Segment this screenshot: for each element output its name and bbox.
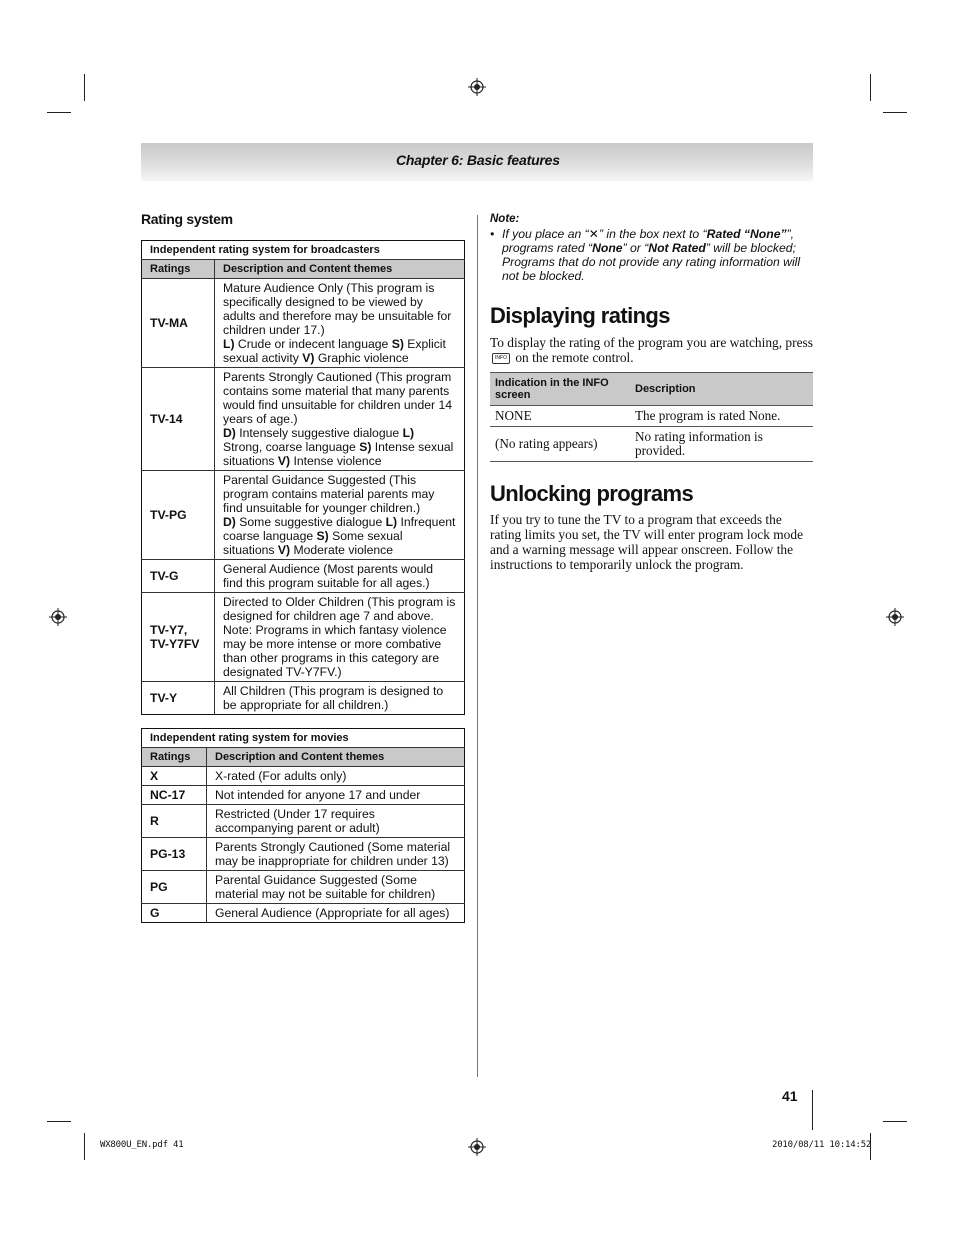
body-text: To display the rating of the program you are watching, press [490,335,813,350]
description-text: Intensely suggestive dialogue [235,426,403,440]
rating-code: TV-PG [142,471,215,560]
column-header-description: Description and Content themes [215,260,465,279]
content-theme-code: S) [316,529,329,543]
crop-mark [47,1121,71,1122]
rating-code: X [142,767,207,786]
rating-code: NC-17 [142,786,207,805]
crop-mark [883,1121,907,1122]
rating-code: TV-MA [142,279,215,368]
note-fragment: If you place an “ [502,227,589,241]
content-theme-code: V) [277,454,291,468]
column-header-description: Description and Content themes [207,748,465,767]
rating-description [215,471,465,560]
description-text: Strong, coarse language [223,440,360,454]
footer-timestamp: 2010/08/11 10:14:52 [772,1140,872,1150]
description-text: Parental Guidance Suggested (This program contains material parents may find unsuitable for younger children.) [223,473,435,515]
description-text: General Audience (Most parents would find this program suitable for all ages.) [223,562,434,590]
content-theme-code: D) [223,515,236,529]
info-button-icon: INFO [492,353,510,364]
table-row [142,593,465,682]
rating-description: Restricted (Under 17 requires accompanying parent or adult) [207,805,465,838]
heading-displaying-ratings: Displaying ratings [490,303,670,328]
rating-description [215,560,465,593]
note-body [490,227,815,283]
rating-description [215,368,465,471]
table-row [142,871,465,904]
column-header-ratings: Ratings [142,260,215,279]
table-row [142,805,465,838]
rating-code: TV-Y [142,682,215,715]
rating-description: X-rated (For adults only) [207,767,465,786]
description-text: Intense sexual situations [223,440,454,468]
note-fragment: ” in the box next to “ [598,227,707,241]
unlocking-programs-body: If you try to tune the TV to a program that exceeds the rating limits you set, the TV will enter program lock mode and a warning message will appear onscreen. Follow the instructions to temporarily unlock the program. [490,512,804,572]
registration-crosshair-icon [468,1138,486,1156]
rating-code: TV-14 [142,368,215,471]
note-fragment: ”, programs rated “ [502,227,795,255]
note-text [502,227,815,283]
rating-description [215,279,465,368]
table-row [142,767,465,786]
table-caption: Independent rating system for broadcasters [150,244,380,256]
rating-description: Parental Guidance Suggested (Some material may not be suitable for children) [207,871,465,904]
rating-description: Parents Strongly Cautioned (Some material may be inappropriate for children under 13) [207,838,465,871]
indication-cell: (No rating appears) [490,427,630,462]
description-text: Parents Strongly Cautioned (This program contains some material that many parents would find unsuitable for children under 14 years of age.) [223,370,453,426]
column-header-indication: Indication in the INFO screen [490,373,630,406]
description-text: Directed to Older Children (This program is designed for children age 7 and above. Note: Programs in which fantasy violence may be more intense or more combative than other programs in this category are designated TV-Y7FV.) [223,595,456,679]
crop-mark [84,1133,85,1160]
page-number: 41 [782,1088,798,1104]
description-text: Intense violence [290,454,382,468]
chapter-title: Chapter 6: Basic features [396,152,560,168]
description-text: Infrequent coarse language [223,515,456,543]
description-cell: The program is rated None. [630,406,813,427]
description-text: Graphic violence [314,351,409,365]
column-divider [477,215,478,1077]
note-emphasis: Rated “None” [706,227,787,241]
table-caption: Independent rating system for movies [150,732,349,744]
body-text: on the remote control. [515,350,634,365]
description-cell: No rating information is provided. [630,427,813,462]
table-row [142,279,465,368]
content-theme-code: L) [402,426,415,440]
rating-code: TV-Y7, TV-Y7FV [142,593,215,682]
table-row [142,838,465,871]
table-row [142,368,465,471]
table-row [142,786,465,805]
table-row [490,406,813,427]
rating-description: Not intended for anyone 17 and under [207,786,465,805]
page-number-rule [812,1090,813,1130]
table-row [142,904,465,923]
displaying-ratings-body [490,335,813,365]
crop-mark [883,112,907,113]
note-fragment: ” will be blocked; Programs that do not provide any rating information will not be blocked. [502,241,801,283]
broadcast-rating-table [141,240,465,715]
description-text: Explicit sexual activity [223,337,446,365]
table-row [490,427,813,462]
registration-crosshair-icon [886,608,904,626]
registration-crosshair-icon [468,78,486,96]
content-theme-code: V) [302,351,315,365]
description-text: Crude or indecent language [234,337,392,351]
description-text: Mature Audience Only (This program is specifically designed to be viewed by adults and therefore may be unsuitable for children under 17.) [223,281,452,337]
footer-file-info: WX800U_EN.pdf 41 [100,1140,184,1150]
content-theme-code: D) [223,426,236,440]
x-mark-icon: ✕ [588,227,599,241]
crop-mark [47,112,71,113]
rating-code: TV-G [142,560,215,593]
rating-description [215,682,465,715]
column-header-ratings: Ratings [142,748,207,767]
table-row [142,682,465,715]
note-emphasis: None [592,241,623,255]
info-screen-table [490,372,813,462]
content-theme-code: L) [385,515,398,529]
description-text: Some suggestive dialogue [235,515,386,529]
indication-cell: NONE [490,406,630,427]
table-row [142,560,465,593]
crop-mark [84,74,85,101]
rating-description [215,593,465,682]
rating-code: PG-13 [142,838,207,871]
table-row [142,471,465,560]
content-theme-code: L) [223,337,235,351]
description-text: Moderate violence [290,543,394,557]
description-text: All Children (This program is designed to be appropriate for all children.) [223,684,444,712]
note-label: Note: [490,213,520,225]
note-bullet: • [490,227,495,241]
column-header-description: Description [630,373,813,406]
note-fragment: ” or “ [622,241,649,255]
rating-code: G [142,904,207,923]
heading-unlocking-programs: Unlocking programs [490,481,694,506]
content-theme-code: V) [277,543,291,557]
content-theme-code: S) [359,440,372,454]
registration-crosshair-icon [49,608,67,626]
rating-code: R [142,805,207,838]
content-theme-code: S) [391,337,404,351]
crop-mark [870,74,871,101]
note-emphasis: Not Rated [648,241,706,255]
rating-description: General Audience (Appropriate for all ages) [207,904,465,923]
movie-rating-table [141,728,465,923]
section-title-rating-system: Rating system [141,211,233,227]
description-text: Some sexual situations [223,529,403,557]
rating-code: PG [142,871,207,904]
